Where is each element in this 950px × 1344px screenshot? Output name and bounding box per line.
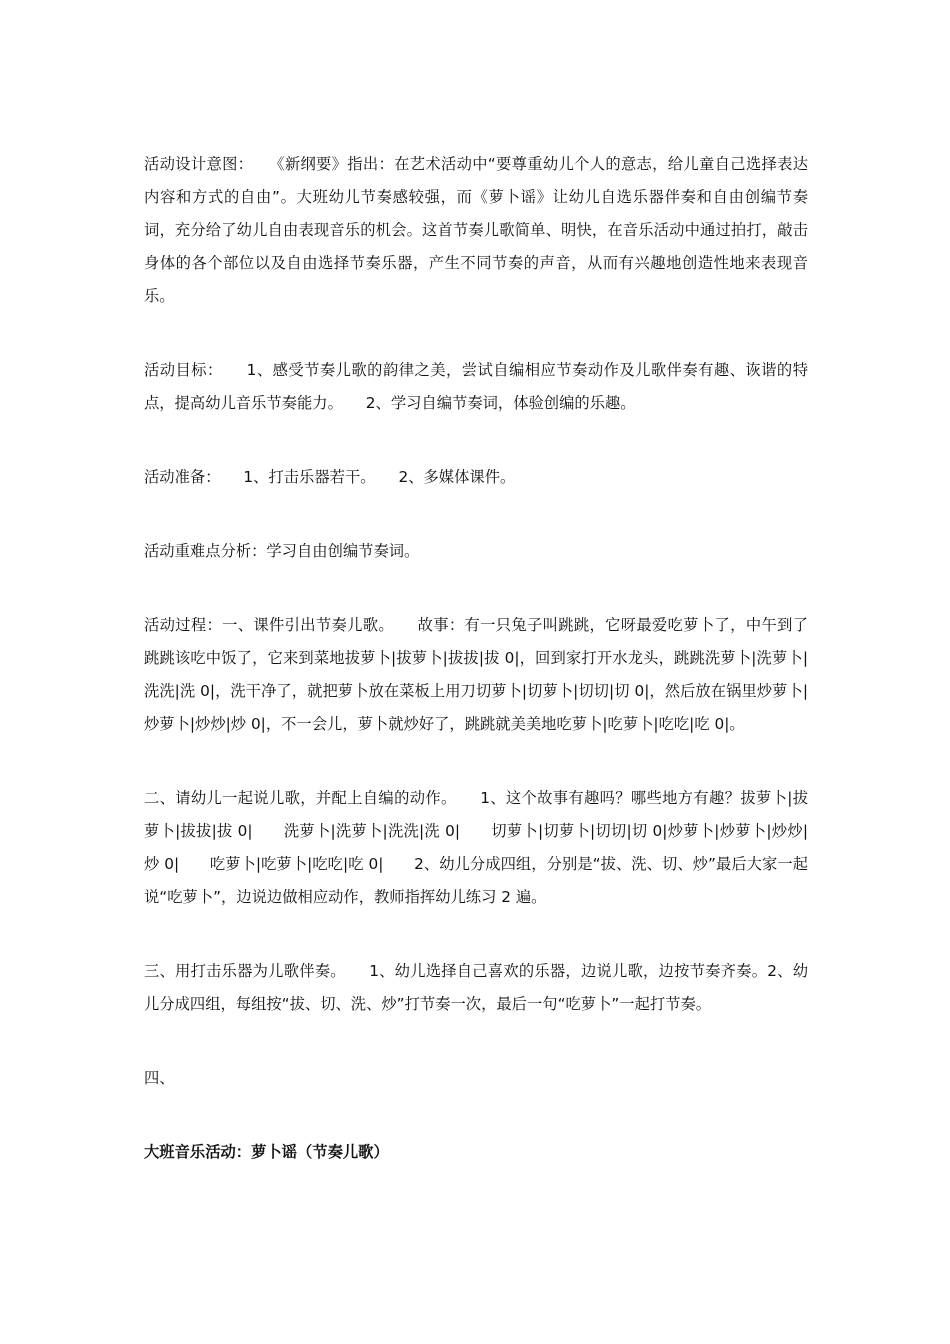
process-step-2-paragraph: 二、请幼儿一起说儿歌，并配上自编的动作。 1、这个故事有趣吗？哪些地方有趣？拔萝卜|拔萝卜|拔拔|拔 0| 洗萝卜|洗萝卜|洗洗|洗 0| 切萝卜|切萝卜|切切|切 0|炒萝卜|炒萝卜|炒炒|炒 0| 吃萝卜|吃萝卜|吃吃|吃 0| 2、幼儿分成四组，分别是“拔、洗、切、炒”最后大家一起说“吃萝卜”，边说边做相应动作，教师指挥幼儿练习 2 遍。: [144, 789, 808, 906]
document-title: 大班音乐活动：萝卜谣（节奏儿歌）: [144, 1143, 389, 1161]
process-step-3-paragraph: 三、用打击乐器为儿歌伴奏。 1、幼儿选择自己喜欢的乐器，边说儿歌，边按节奏齐奏。2、幼儿分成四组，每组按“拔、切、洗、炒”打节奏一次，最后一句“吃萝卜”一起打节奏。: [144, 962, 808, 1013]
process-step-4-paragraph: 四、: [144, 1069, 175, 1087]
preparation-paragraph: 活动准备： 1、打击乐器若干。 2、多媒体课件。: [144, 468, 516, 486]
key-points-paragraph: 活动重难点分析：学习自由创编节奏词。: [144, 542, 420, 560]
document-page: [144, 148, 808, 1210]
goals-paragraph: 活动目标： 1、感受节奏儿歌的韵律之美，尝试自编相应节奏动作及儿歌伴奏有趣、诙谐的特点，提高幼儿音乐节奏能力。 2、学习自编节奏词，体验创编的乐趣。: [144, 361, 808, 412]
design-intent-paragraph: 活动设计意图： 《新纲要》指出：在艺术活动中“要尊重幼儿个人的意志，给儿童自己选择表达内容和方式的自由”。大班幼儿节奏感较强，而《萝卜谣》让幼儿自选乐器伴奏和自由创编节奏词，充分给了幼儿自由表现音乐的机会。这首节奏儿歌简单、明快，在音乐活动中通过拍打，敲击身体的各个部位以及自由选择节奏乐器，产生不同节奏的声音，从而有兴趣地创造性地来表现音乐。: [144, 155, 808, 305]
process-step-1-paragraph: 活动过程：一、课件引出节奏儿歌。 故事：有一只兔子叫跳跳，它呀最爱吃萝卜了，中午到了跳跳该吃中饭了，它来到菜地拔萝卜|拔萝卜|拔拔|拔 0|，回到家打开水龙头，跳跳洗萝卜|洗萝卜|洗洗|洗 0|，洗干净了，就把萝卜放在菜板上用刀切萝卜|切萝卜|切切|切 0|，然后放在锅里炒萝卜|炒萝卜|炒炒|炒 0|，不一会儿，萝卜就炒好了，跳跳就美美地吃萝卜|吃萝卜|吃吃|吃 0|。: [144, 616, 808, 733]
